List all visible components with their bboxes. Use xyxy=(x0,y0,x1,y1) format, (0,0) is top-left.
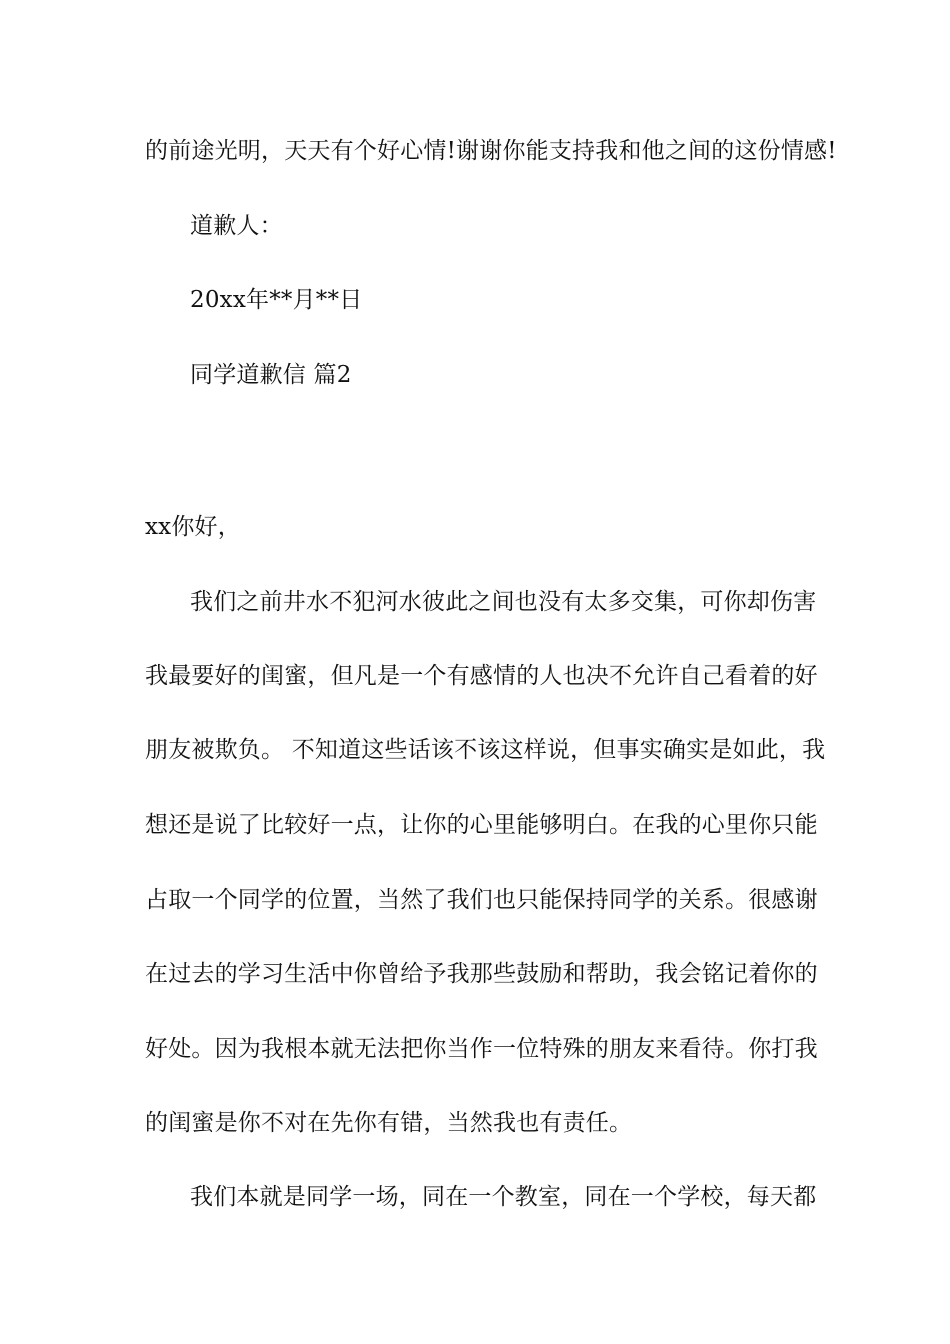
salutation: xx你好， xyxy=(145,514,241,540)
text-line: 占取一个同学的位置，当然了我们也只能保持同学的关系。很感谢 xyxy=(145,887,818,913)
text-line: 的前途光明，天天有个好心情!谢谢你能支持我和他之间的这份情感! xyxy=(145,138,837,164)
signature-label: 道歉人： xyxy=(190,213,283,239)
text-line: 我最要好的闺蜜，但凡是一个有感情的人也决不允许自己看着的好 xyxy=(145,663,818,689)
date-line: 20xx年**月**日 xyxy=(190,287,363,313)
text-line: 朋友被欺负。 不知道这些话该不该这样说，但事实确实是如此，我 xyxy=(145,737,826,763)
text-line: 好处。因为我根本就无法把你当作一位特殊的朋友来看待。你打我 xyxy=(145,1036,818,1062)
text-line: 我们之前井水不犯河水彼此之间也没有太多交集，可你却伤害 xyxy=(190,589,817,615)
text-line: 我们本就是同学一场，同在一个教室，同在一个学校，每天都 xyxy=(190,1184,817,1210)
text-line: 的闺蜜是你不对在先你有错，当然我也有责任。 xyxy=(145,1110,633,1136)
text-line: 想还是说了比较好一点，让你的心里能够明白。在我的心里你只能 xyxy=(145,812,818,838)
text-line: 在过去的学习生活中你曾给予我那些鼓励和帮助，我会铭记着你的 xyxy=(145,961,818,987)
section-title: 同学道歉信 篇2 xyxy=(190,362,352,388)
